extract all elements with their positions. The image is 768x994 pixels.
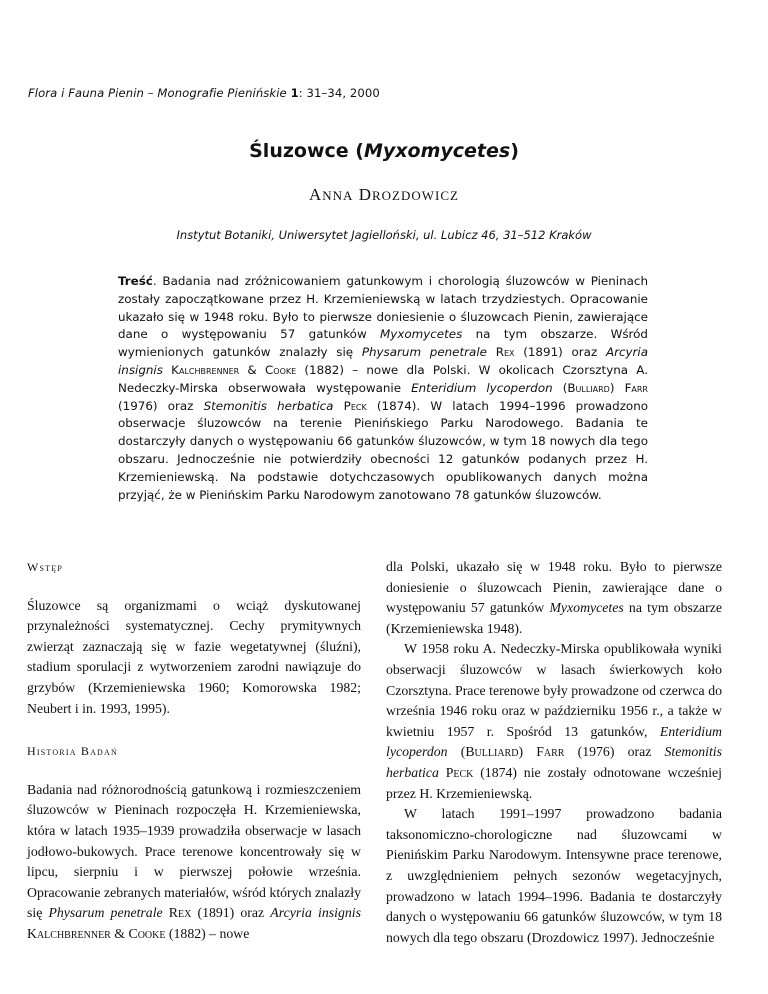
latin-name: Physarum penetrale	[48, 905, 163, 921]
taxon-author: Cooke	[128, 925, 166, 941]
abstract-text: . Badania nad zróżnicowaniem gatunkowym i chorologią śluzowców w Pieninach zostały zapoczątkowane przez H. Krzemieniewską w latach trzydziestych. Opracowanie ukazało się w 1948 roku. Było to pierwsze doniesienie o śluzowcach Pienin, zawierające dane o występowaniu 57 gatunków	[118, 274, 648, 342]
journal-series: Flora i Fauna Pienin – Monografie Pienińskie	[28, 86, 287, 100]
taxon-author: Rex	[168, 905, 192, 921]
abstract	[118, 273, 648, 504]
latin-name: Myxomycetes	[549, 600, 624, 616]
paragraph: W latach 1991–1997 prowadzono badania taksonomiczno-chorologiczne nad śluzowcami w Pienińskim Parku Narodowym. Intensywne prace terenowe, z uwzględnieniem pełnych sezonów wegetacyjnych, prowadzono w latach 1994–1996. Badania te dostarczyły danych o występowaniu 66 gatunków śluzowców, w tym 18 nowych dla tego obszaru (Drozdowicz 1997). Jednocześnie	[386, 806, 722, 945]
paragraph-text: (	[447, 744, 466, 760]
paragraph-text: Badania nad różnorodnością gatunkową i rozmieszczeniem śluzowców w Pieninach rozpoczęła H. Krzemieniewska, która w latach 1935–1939 prowadziła obserwacje w lasach jodłowo-bukowych. Prace terenowe koncentrowały się w lipcu, sierpniu i w pierwszej połowie września. Opracowanie zebranych materiałów, wśród których znalazły się	[27, 781, 361, 921]
abstract-label: Treść	[118, 274, 153, 288]
paragraph: Śluzowce są organizmami o wciąż dyskutowanej przynależności systematycznej. Cechy prymitywnych zwierząt zaznaczają się w fazie wegetatywnej (śluźni), stadium sporulacji z wytworzeniem zarodni nawiązuje do grzybów (Krzemieniewska 1960; Komorowska 1982; Neubert i in. 1993, 1995).	[27, 597, 361, 716]
author-first-initial: A	[309, 185, 323, 204]
abstract-author-name: Cooke	[264, 362, 297, 377]
title-latin: Myxomycetes	[363, 140, 511, 162]
abstract-text: (1882) – nowe dla Polski. W okolicach Czorsztyna A. Nedeczky-Mirska obserwowała występowanie	[118, 362, 649, 395]
paragraph-text: W 1958 roku A. Nedeczky-Mirska opublikowała wyniki obserwacji śluzowców w lasach świerkowych koło Czorsztyna. Prace terenowe były prowadzone od czerwca do września 1946 roku oraz w październiku 1956 r., a także w kwietniu 1957 r. Spośród 13 gatunków,	[386, 641, 722, 739]
paragraph	[27, 780, 361, 945]
abstract-author-name: Rex	[495, 345, 515, 360]
taxon-author: Bulliard	[465, 744, 519, 760]
running-head	[28, 86, 748, 100]
abstract-text: (1976) oraz	[118, 398, 204, 413]
abstract-author-name: Farr	[624, 380, 648, 395]
latin-name: Arcyria insignis	[270, 905, 361, 921]
taxon-author: Peck	[445, 764, 474, 780]
abstract-author-name: Kalchbrenner	[171, 362, 240, 377]
taxon-author: Farr	[536, 744, 565, 760]
abstract-author-name: Bulliard	[567, 380, 610, 395]
paragraph	[386, 557, 722, 639]
abstract-latin: Physarum penetrale	[361, 345, 487, 360]
paragraph-text: (1874) nie zostały odnotowane wcześniej przez H. Krzemieniewską.	[386, 764, 722, 801]
latin-name: Stemonitis herbatica	[386, 744, 723, 780]
paragraph-text: dla Polski, ukazało się w 1948 roku. Było to pierwsze doniesienie o śluzowcach Pienin, zawierające dane o występowaniu 57 gatunków	[386, 559, 722, 616]
abstract-latin: Stemonitis herbatica	[203, 398, 334, 413]
journal-volume: 1	[290, 86, 299, 100]
journal-pages-year: : 31–34, 2000	[298, 86, 380, 100]
abstract-text: (	[552, 380, 568, 395]
paragraph-text: )	[518, 744, 537, 760]
paragraph	[386, 639, 722, 804]
left-column	[27, 557, 361, 945]
section-heading-history: Historia Badań	[27, 744, 118, 759]
right-column	[386, 557, 722, 948]
abstract-text: (1874). W latach 1994–1996 prowadzono obserwacje śluzowców na terenie Pienińskiego Parku Narodowego. Badania te dostarczyły danych o występowaniu 66 gatunków śluzowców, w tym 18 nowych dla tego obszaru. Jednocześnie nie potwierdziły obecności 12 gatunków podanych przez H. Krzemieniewską. Na podstawie dotychczasowych opublikowanych danych można przyjąć, że w Pienińskim Parku Narodowym zanotowano 78 gatunków śluzowców.	[118, 398, 649, 502]
paragraph-text: &	[110, 925, 129, 941]
abstract-text: (1891) oraz	[514, 345, 606, 360]
section-heading-intro: Wstęp	[27, 560, 63, 574]
author-last-rest: ROZDOWICZ	[371, 188, 459, 203]
abstract-text: &	[239, 362, 265, 377]
paragraph-text: na tym obszarze (Krzemieniewska 1948).	[386, 600, 723, 636]
author-last-initial: D	[358, 185, 372, 204]
paragraph-text: (1882) – nowe	[165, 925, 250, 941]
abstract-author-name: Peck	[343, 398, 367, 413]
abstract-latin: Myxomycetes	[380, 327, 463, 342]
abstract-latin: Enteridium lycoperdon	[411, 380, 553, 395]
article-title	[0, 140, 768, 162]
latin-name: Enteridium lycoperdon	[386, 723, 722, 760]
paragraph-text: (1976) oraz	[564, 744, 665, 760]
abstract-latin: Arcyria insignis	[118, 345, 649, 377]
taxon-author: Kalchbrenner	[27, 925, 111, 941]
title-text: Śluzowce (	[249, 140, 364, 162]
author-affiliation: Instytut Botaniki, Uniwersytet Jagielloński, ul. Lubicz 46, 31–512 Kraków	[176, 228, 592, 242]
title-close: )	[510, 140, 519, 162]
author-first-rest: NNA	[322, 188, 354, 203]
author-name	[0, 185, 768, 205]
paragraph-text: (1891) oraz	[191, 905, 271, 921]
abstract-text: na tym obszarze. Wśród wymienionych gatunków znalazły się	[118, 327, 648, 360]
abstract-text: )	[609, 380, 625, 395]
